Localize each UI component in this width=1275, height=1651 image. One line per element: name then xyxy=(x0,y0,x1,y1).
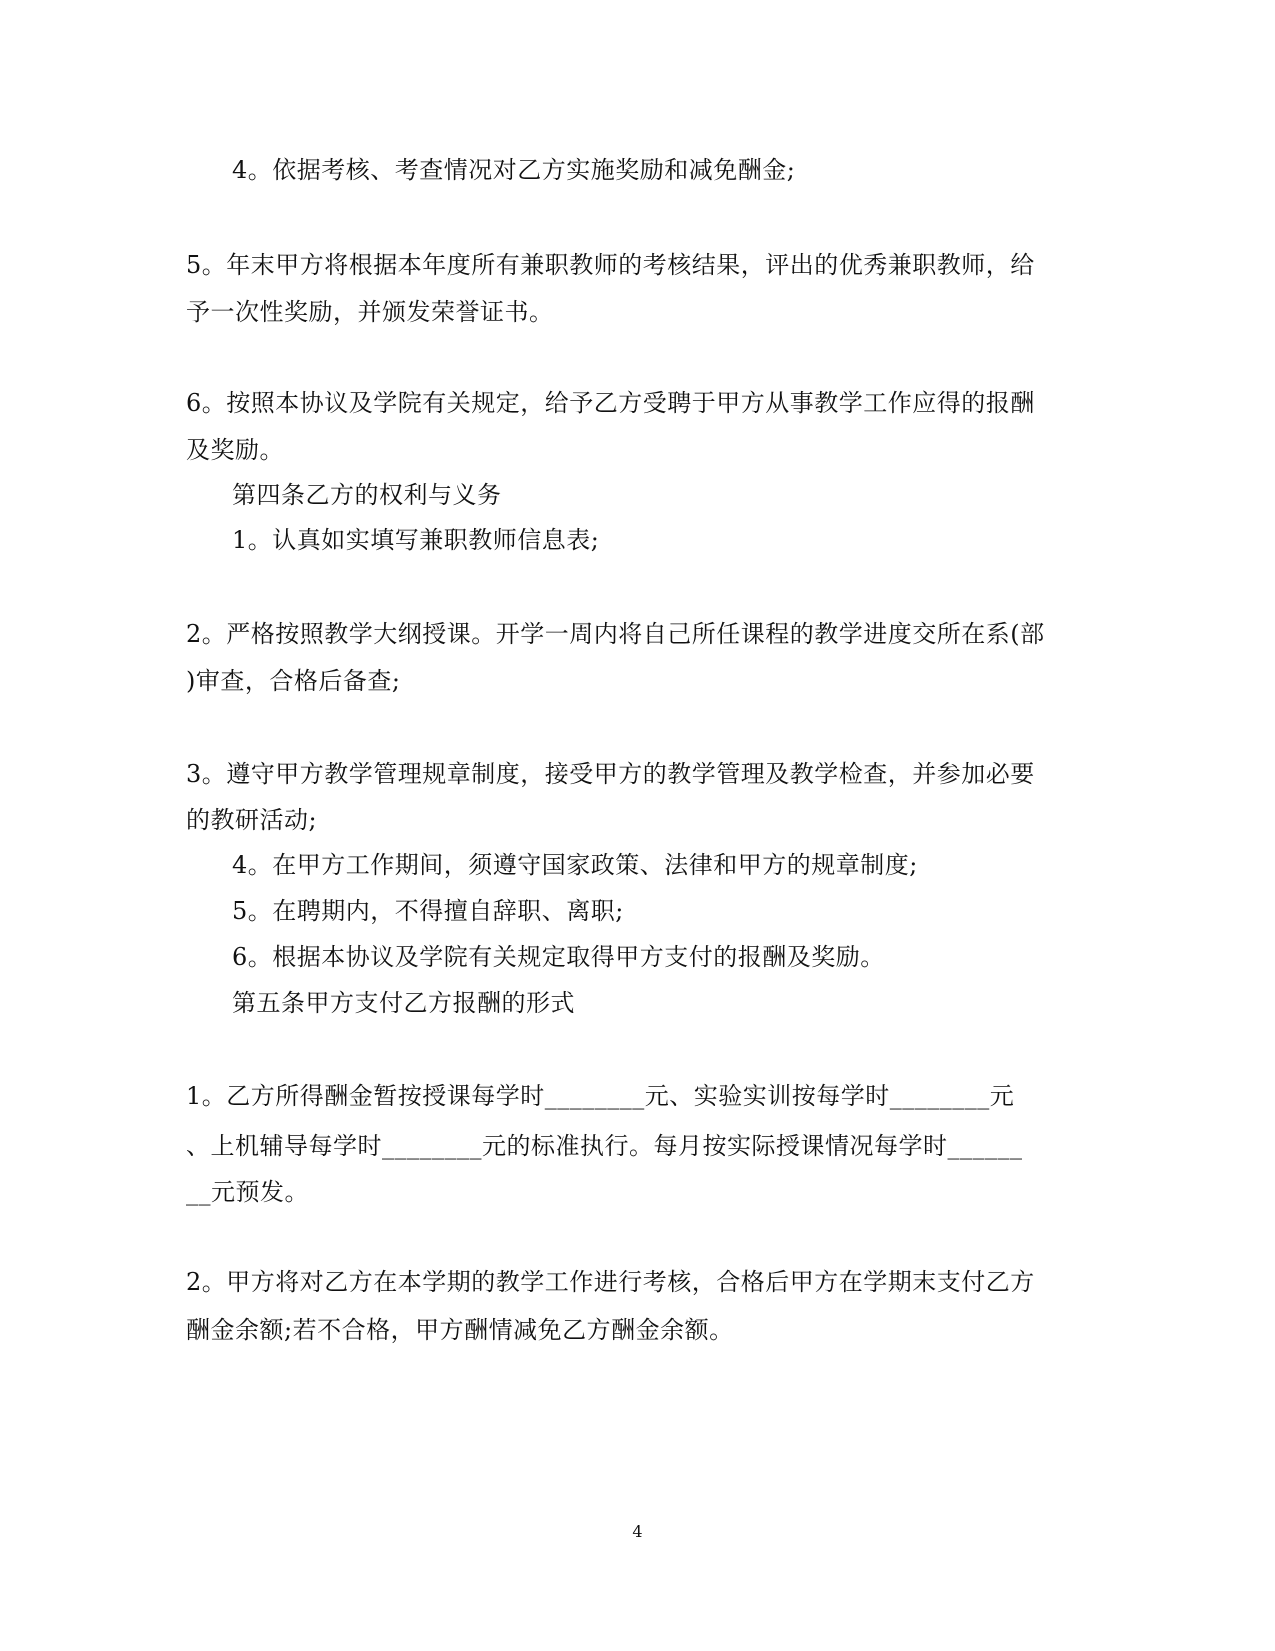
text-line: 2。严格按照教学大纲授课。开学一周内将自己所任课程的教学进度交所在系(部 xyxy=(186,620,1045,648)
text-line: 2。甲方将对乙方在本学期的教学工作进行考核，合格后甲方在学期末支付乙方 xyxy=(186,1268,1035,1296)
text-line: )审查，合格后备查; xyxy=(186,667,401,695)
text-line: 1。乙方所得酬金暂按授课每学时________元、实验实训按每学时________元 xyxy=(186,1082,1015,1110)
text-line: 4。在甲方工作期间，须遵守国家政策、法律和甲方的规章制度; xyxy=(232,851,918,879)
text-line: 5。在聘期内，不得擅自辞职、离职; xyxy=(232,897,624,925)
text-line: 、上机辅导每学时________元的标准执行。每月按实际授课情况每学时______ xyxy=(186,1132,1023,1160)
text-line: 的教研活动; xyxy=(186,806,318,834)
text-line: 1。认真如实填写兼职教师信息表; xyxy=(232,526,600,554)
section-heading: 第五条甲方支付乙方报酬的形式 xyxy=(232,989,575,1017)
text-line: 4。依据考核、考查情况对乙方实施奖励和减免酬金; xyxy=(232,156,796,184)
page-number: 4 xyxy=(632,1522,643,1541)
text-line: 予一次性奖励，并颁发荣誉证书。 xyxy=(186,298,554,326)
text-line: 6。按照本协议及学院有关规定，给予乙方受聘于甲方从事教学工作应得的报酬 xyxy=(186,389,1035,417)
text-line: 3。遵守甲方教学管理规章制度，接受甲方的教学管理及教学检查，并参加必要 xyxy=(186,760,1035,788)
text-line: __元预发。 xyxy=(186,1178,309,1206)
text-line: 及奖励。 xyxy=(186,436,284,464)
text-line: 5。年末甲方将根据本年度所有兼职教师的考核结果，评出的优秀兼职教师，给 xyxy=(186,251,1035,279)
text-line: 6。根据本协议及学院有关规定取得甲方支付的报酬及奖励。 xyxy=(232,943,885,971)
text-line: 酬金余额;若不合格，甲方酬情减免乙方酬金余额。 xyxy=(186,1316,734,1344)
section-heading: 第四条乙方的权利与义务 xyxy=(232,481,502,509)
